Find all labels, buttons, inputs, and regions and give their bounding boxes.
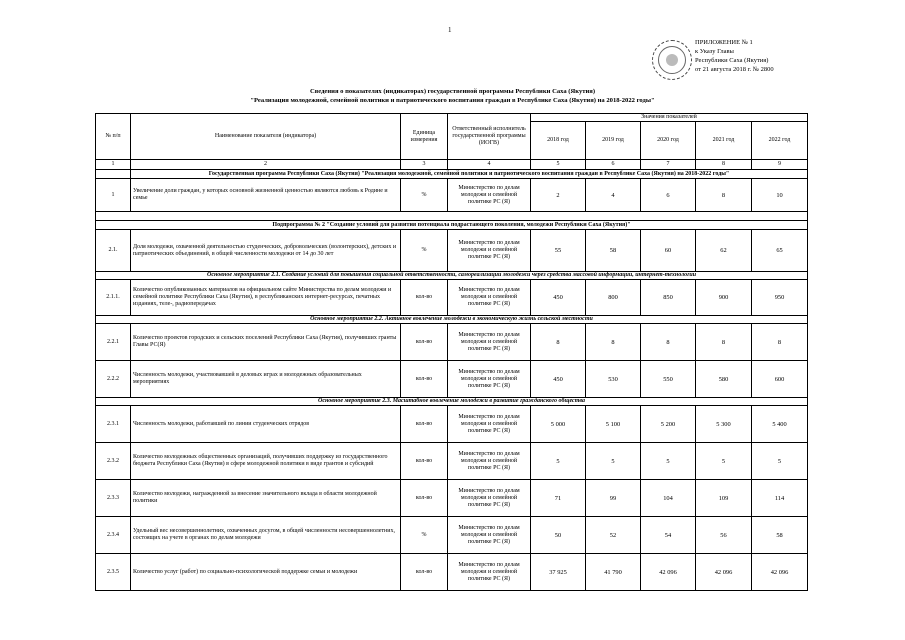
row-unit: кол-во <box>401 443 448 480</box>
table-row <box>96 361 808 398</box>
table-row <box>96 406 808 443</box>
col-number: 4 <box>448 160 531 170</box>
table-row <box>96 230 808 272</box>
row-unit: кол-во <box>401 280 448 316</box>
official-seal-stamp <box>652 40 692 80</box>
measure-title: Основное мероприятие 2.2. Активное вовлечение молодежи в экономическую жизнь сельской местности <box>96 316 808 324</box>
row-value: 10 <box>752 179 808 212</box>
appendix-line-1: ПРИЛОЖЕНИЕ № 1 <box>695 39 753 46</box>
row-num: 2.3.3 <box>96 480 131 517</box>
row-responsible: Министерство по делам молодежи и семейной политике РС (Я) <box>448 324 531 361</box>
row-value: 5 200 <box>641 406 696 443</box>
row-value: 60 <box>641 230 696 272</box>
row-responsible: Министерство по делам молодежи и семейной политике РС (Я) <box>448 280 531 316</box>
col-number: 5 <box>531 160 586 170</box>
row-indicator: Количество опубликованных материалов на официальном сайте Министерства по делам молодежи и семейной политике Республики Саха (Якутия), в республиканских интернет-ресурсах, печатных изданиях, теле-, радиопередачах <box>131 280 401 316</box>
subprogram-row <box>96 221 808 230</box>
row-value: 99 <box>586 480 641 517</box>
row-value: 800 <box>586 280 641 316</box>
row-indicator: Увеличение доли граждан, у которых основной жизненной ценностью являются любовь к Родине и семье <box>131 179 401 212</box>
page-number: 1 <box>448 26 452 34</box>
row-value: 8 <box>586 324 641 361</box>
row-num: 2.1. <box>96 230 131 272</box>
row-unit: кол-во <box>401 324 448 361</box>
row-value: 580 <box>696 361 752 398</box>
col-number: 1 <box>96 160 131 170</box>
row-indicator: Количество молодежи, награжденной за внесение значительного вклада в области молодежной политики <box>131 480 401 517</box>
row-value: 58 <box>586 230 641 272</box>
row-value: 52 <box>586 517 641 554</box>
row-num: 2.2.2 <box>96 361 131 398</box>
row-value: 8 <box>696 324 752 361</box>
row-value: 42 096 <box>752 554 808 591</box>
row-unit: кол-во <box>401 361 448 398</box>
row-indicator: Удельный вес несовершеннолетних, охваченных досугом, в общей численности несовершеннолетних, состоящих на учете в органах по делам молодежи <box>131 517 401 554</box>
measure-title: Основное мероприятие 2.1. Создание условий для повышения социальной ответственности, самореализации молодежи через средства массовой информации, интернет-технологии <box>96 272 808 280</box>
row-value: 8 <box>531 324 586 361</box>
table-row <box>96 517 808 554</box>
row-responsible: Министерство по делам молодежи и семейной политике РС (Я) <box>448 443 531 480</box>
header-year: 2022 год <box>752 122 808 160</box>
row-value: 62 <box>696 230 752 272</box>
table-row <box>96 443 808 480</box>
col-number: 2 <box>131 160 401 170</box>
measure-row <box>96 316 808 324</box>
row-value: 114 <box>752 480 808 517</box>
row-num: 2.3.5 <box>96 554 131 591</box>
indicators-table <box>95 113 808 591</box>
appendix-line-3: Республики Саха (Якутия) <box>695 57 769 64</box>
header-values: Значения показателей <box>531 114 808 122</box>
row-value: 42 096 <box>696 554 752 591</box>
header-year: 2018 год <box>531 122 586 160</box>
row-value: 5 000 <box>531 406 586 443</box>
table-row <box>96 554 808 591</box>
row-responsible: Министерство по делам молодежи и семейной политике РС (Я) <box>448 361 531 398</box>
row-responsible: Министерство по делам молодежи и семейной политике РС (Я) <box>448 179 531 212</box>
row-value: 55 <box>531 230 586 272</box>
title-line-2: "Реализация молодежной, семейной политики и патриотического воспитания граждан в Республике Саха (Якутия) на 2018-2022 годы" <box>250 97 655 104</box>
row-indicator: Доля молодежи, охваченной деятельностью студенческих, добровольческих (волонтерских), детских и патриотических объединений, в общей численности молодежи от 14 до 30 лет <box>131 230 401 272</box>
header-name: Наименование показателя (индикатора) <box>131 114 401 160</box>
document-title <box>100 87 805 105</box>
row-unit: кол-во <box>401 554 448 591</box>
row-value: 5 <box>752 443 808 480</box>
row-value: 71 <box>531 480 586 517</box>
title-line-1: Сведения о показателях (индикаторах) государственной программы Республики Саха (Якутия) <box>309 88 596 95</box>
column-number-row <box>96 160 808 170</box>
row-value: 109 <box>696 480 752 517</box>
row-value: 41 790 <box>586 554 641 591</box>
header-num: № п/п <box>96 114 131 160</box>
row-value: 5 <box>531 443 586 480</box>
row-value: 5 <box>696 443 752 480</box>
row-value: 65 <box>752 230 808 272</box>
appendix-line-2: к Указу Главы <box>695 48 734 55</box>
measure-row <box>96 398 808 406</box>
row-value: 54 <box>641 517 696 554</box>
row-value: 550 <box>641 361 696 398</box>
row-value: 450 <box>531 280 586 316</box>
row-value: 8 <box>696 179 752 212</box>
row-indicator: Количество проектов городских и сельских поселений Республики Саха (Якутия), получивших гранты Главы РС(Я) <box>131 324 401 361</box>
row-value: 5 <box>586 443 641 480</box>
header-year: 2021 год <box>696 122 752 160</box>
row-value: 37 925 <box>531 554 586 591</box>
col-number: 8 <box>696 160 752 170</box>
col-number: 6 <box>586 160 641 170</box>
measure-title: Основное мероприятие 2.3. Масштабное вовлечение молодежи в развитие гражданского общества <box>96 398 808 406</box>
row-num: 2.3.2 <box>96 443 131 480</box>
row-responsible: Министерство по делам молодежи и семейной политике РС (Я) <box>448 480 531 517</box>
row-value: 56 <box>696 517 752 554</box>
row-num: 2.3.4 <box>96 517 131 554</box>
row-indicator: Численность молодежи, работавшей по линии студенческих отрядов <box>131 406 401 443</box>
row-unit: кол-во <box>401 480 448 517</box>
header-year: 2020 год <box>641 122 696 160</box>
row-num: 1 <box>96 179 131 212</box>
row-value: 50 <box>531 517 586 554</box>
table-row <box>96 480 808 517</box>
row-value: 5 <box>641 443 696 480</box>
row-value: 58 <box>752 517 808 554</box>
row-num: 2.2.1 <box>96 324 131 361</box>
row-responsible: Министерство по делам молодежи и семейной политике РС (Я) <box>448 230 531 272</box>
program-title-row <box>96 170 808 179</box>
row-value: 8 <box>641 324 696 361</box>
row-indicator: Численность молодежи, участвовавшей в деловых играх и молодежных образовательных мероприятиях <box>131 361 401 398</box>
program-title: Государственная программа Республики Саха (Якутия) "Реализация молодежной, семейной политики и патриотического воспитания граждан в Республике Саха (Якутия) на 2018-2022 годы" <box>131 170 808 179</box>
row-value: 6 <box>641 179 696 212</box>
row-value: 950 <box>752 280 808 316</box>
row-unit: % <box>401 179 448 212</box>
row-unit: % <box>401 517 448 554</box>
row-value: 2 <box>531 179 586 212</box>
row-unit: % <box>401 230 448 272</box>
row-indicator: Количество молодежных общественных организаций, получивших поддержку из государственного бюджета Республики Саха (Якутия) в сфере молодежной политики в виде грантов и субсидий <box>131 443 401 480</box>
appendix-line-4: от 21 августа 2018 г. № 2800 <box>695 66 774 73</box>
row-value: 4 <box>586 179 641 212</box>
col-number: 3 <box>401 160 448 170</box>
row-value: 450 <box>531 361 586 398</box>
row-indicator: Количество услуг (работ) по социально-психологической поддержке семьи и молодежи <box>131 554 401 591</box>
col-number: 7 <box>641 160 696 170</box>
row-value: 5 400 <box>752 406 808 443</box>
table-row <box>96 280 808 316</box>
header-row-1 <box>96 114 808 122</box>
table-row <box>96 179 808 212</box>
row-value: 600 <box>752 361 808 398</box>
row-num: 2.1.1. <box>96 280 131 316</box>
row-value: 5 100 <box>586 406 641 443</box>
row-value: 850 <box>641 280 696 316</box>
row-responsible: Министерство по делам молодежи и семейной политике РС (Я) <box>448 554 531 591</box>
row-value: 104 <box>641 480 696 517</box>
measure-row <box>96 272 808 280</box>
row-num: 2.3.1 <box>96 406 131 443</box>
row-responsible: Министерство по делам молодежи и семейной политике РС (Я) <box>448 517 531 554</box>
row-responsible: Министерство по делам молодежи и семейной политике РС (Я) <box>448 406 531 443</box>
subprogram-title: Подпрограмма № 2 "Создание условий для развития потенциала подрастающего поколения, молодежи Республики Саха (Якутия)" <box>96 221 808 230</box>
appendix-block <box>695 38 805 74</box>
row-value: 42 096 <box>641 554 696 591</box>
table-row <box>96 324 808 361</box>
col-number: 9 <box>752 160 808 170</box>
row-value: 8 <box>752 324 808 361</box>
row-unit: кол-во <box>401 406 448 443</box>
row-value: 5 300 <box>696 406 752 443</box>
header-year: 2019 год <box>586 122 641 160</box>
spacer-row <box>96 212 808 221</box>
row-value: 900 <box>696 280 752 316</box>
header-responsible: Ответственный исполнитель государственной программы (ИОГВ) <box>448 114 531 160</box>
row-value: 530 <box>586 361 641 398</box>
header-unit: Единица измерения <box>401 114 448 160</box>
